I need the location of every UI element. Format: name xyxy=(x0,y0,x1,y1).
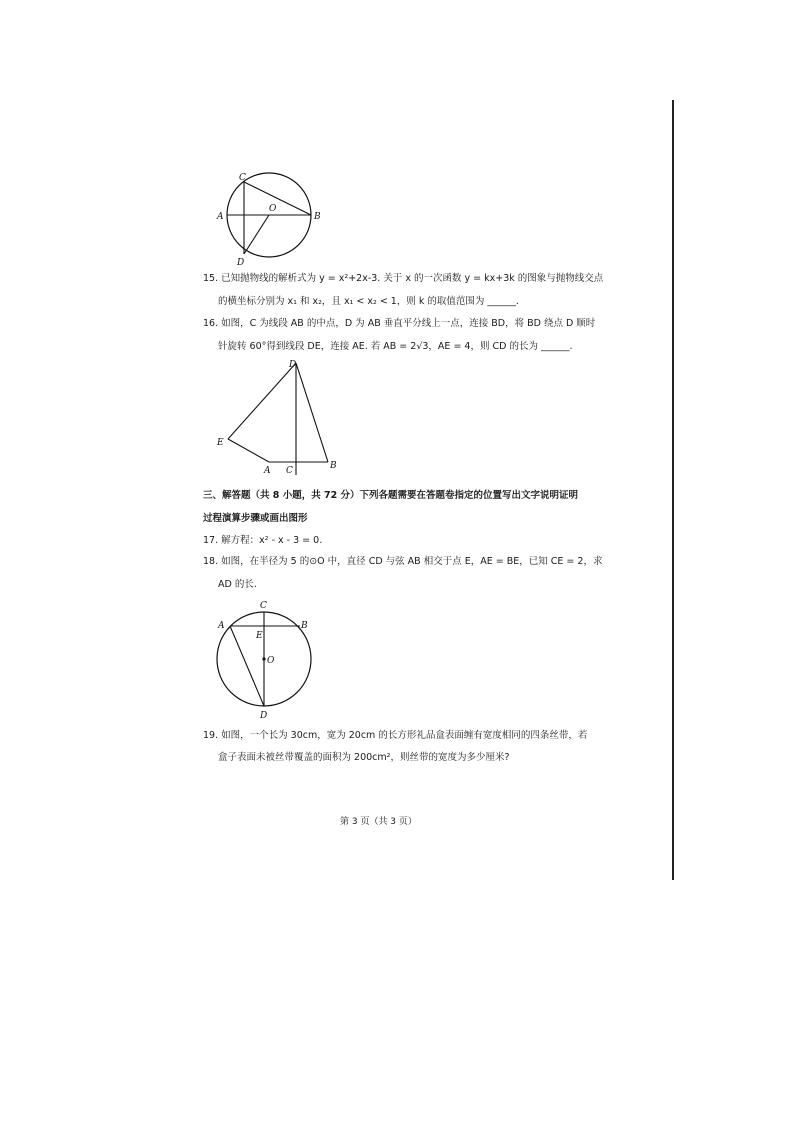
label-b: B xyxy=(301,621,308,631)
figure-rotation-triangle xyxy=(214,355,344,475)
label-a: A xyxy=(218,621,225,631)
figure-circle-chord-ab xyxy=(214,597,324,722)
page-footer: 第 3 页（共 3 页） xyxy=(340,817,417,827)
label-d: D xyxy=(260,711,268,721)
label-a: A xyxy=(264,466,271,476)
label-e: E xyxy=(217,438,224,448)
question-16-line-2: 针旋转 60°得到线段 DE，连接 AE. 若 AB = 2√3，AE = 4，则 CD 的长为 ______. xyxy=(218,341,573,352)
label-o: O xyxy=(267,656,275,666)
label-c: C xyxy=(239,173,246,183)
section-3-heading-line-2: 过程演算步骤或画出图形 xyxy=(203,513,308,524)
label-b: B xyxy=(314,212,321,222)
page-margin-rule xyxy=(672,100,674,880)
question-19-line-2: 盒子表面未被丝带覆盖的面积为 200cm²，则丝带的宽度为多少厘米? xyxy=(218,752,510,763)
label-c: C xyxy=(286,466,293,476)
figure-circle-diameter-ab xyxy=(214,170,334,270)
section-3-heading-line-1: 三、解答题（共 8 小题，共 72 分）下列各题需要在答题卷指定的位置写出文字说明证明 xyxy=(203,490,579,501)
question-19-line-1: 19. 如图，一个长为 30cm，宽为 20cm 的长方形礼品盒表面缠有宽度相同的四条丝带，若 xyxy=(203,730,588,741)
label-o: O xyxy=(269,204,277,214)
label-c: C xyxy=(260,601,267,611)
question-18-line-1: 18. 如图，在半径为 5 的⊙O 中，直径 CD 与弦 AB 相交于点 E，AE = BE，已知 CE = 2，求 xyxy=(203,556,603,567)
label-b: B xyxy=(330,461,337,471)
label-a: A xyxy=(217,212,224,222)
question-16-line-1: 16. 如图，C 为线段 AB 的中点，D 为 AB 垂直平分线上一点，连接 BD，将 BD 绕点 D 顺时 xyxy=(203,318,596,329)
label-d: D xyxy=(289,360,297,370)
question-15-line-2: 的横坐标分别为 x₁ 和 x₂，且 x₁ < x₂ < 1，则 k 的取值范围为 ______. xyxy=(218,296,519,307)
question-15-line-1: 15. 已知抛物线的解析式为 y = x²+2x-3. 关于 x 的一次函数 y = kx+3k 的图象与抛物线交点 xyxy=(203,273,604,284)
label-d: D xyxy=(237,258,245,268)
question-18-line-2: AD 的长. xyxy=(218,579,257,590)
label-e: E xyxy=(256,631,263,641)
question-17: 17. 解方程：x² - x - 3 = 0. xyxy=(203,535,323,546)
